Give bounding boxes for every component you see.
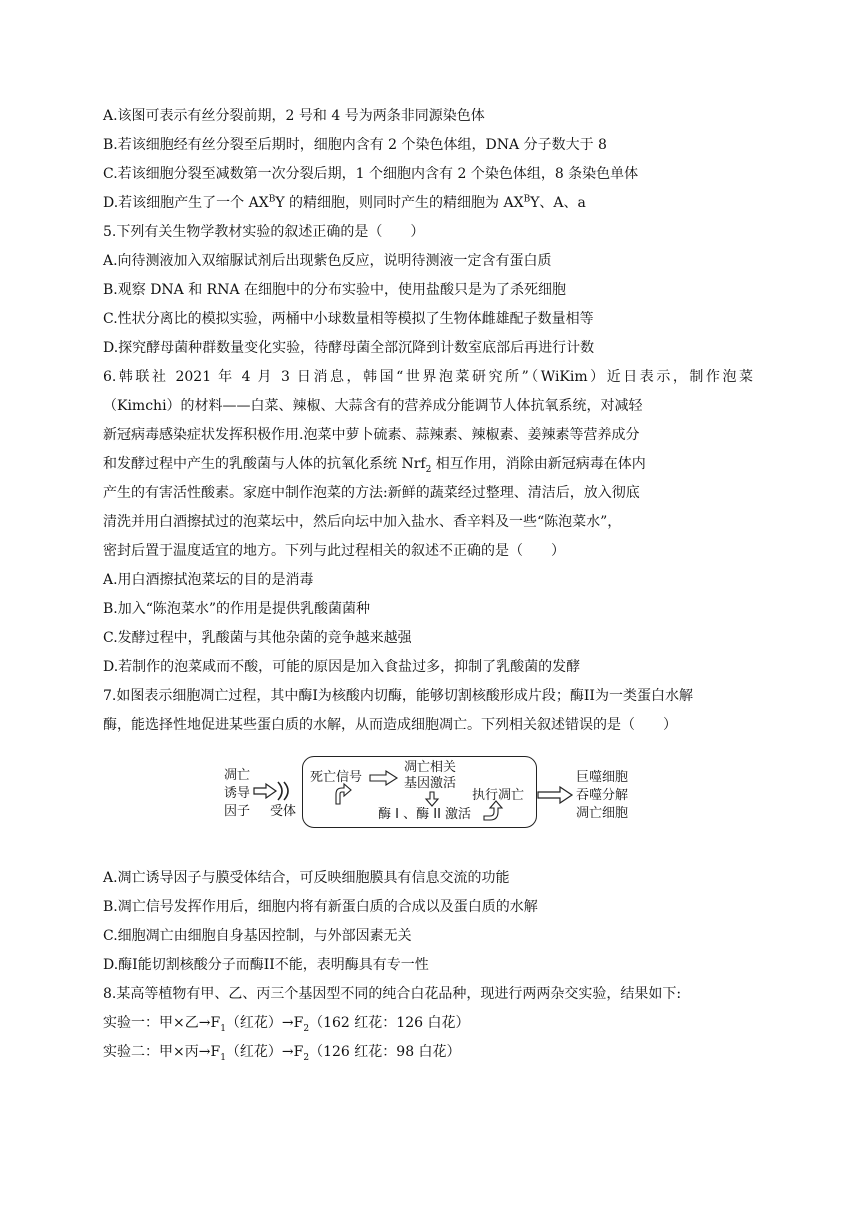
q7-stem-line-2: 酶，能选择性地促进某些蛋白质的水解，从而造成细胞凋亡。下列相关叙述错误的是（ ） (103, 717, 677, 733)
arrow-inducer-to-receptor (254, 784, 276, 798)
q5-option-c: C.性状分离比的模拟实验，两桶中小球数量相等模拟了生物体雌雄配子数量相等 (103, 311, 594, 327)
q6-stem-line-6: 清洗并用白酒擦拭过的泡菜坛中，然后向坛中加入盐水、香辛料及一些“陈泡菜水”， (103, 514, 622, 530)
receptor-icon-inner (284, 782, 288, 800)
q4-option-c: C.若该细胞分裂至减数第一次分裂后期，1 个细胞内含有 2 个染色体组，8 条染色单体 (103, 166, 639, 182)
arrow-enzymes-to-execute (484, 801, 502, 820)
genes-label-1: 凋亡相关 (404, 760, 457, 775)
q7-option-b: B.凋亡信号发挥作用后，细胞内将有新蛋白质的合成以及蛋白质的水解 (103, 899, 538, 915)
result-label-1: 巨噬细胞 (576, 770, 629, 785)
inducer-label-3: 因子 (224, 804, 251, 819)
genes-label-2: 基因激活 (404, 776, 457, 791)
q6-option-b: B.加入“陈泡菜水”的作用是提供乳酸菌菌种 (103, 601, 371, 617)
result-label-2: 吞噬分解 (576, 788, 629, 803)
q7-option-d: D.酶I能切割核酸分子而酶II不能，表明酶具有专一性 (103, 957, 429, 973)
receptor-icon (278, 782, 282, 800)
inducer-label-2: 诱导 (224, 786, 251, 801)
q8-experiment-2: 实验二：甲×丙$\to F_1$（红花）$\to F_2(126$ 红花：98 白花） (103, 1044, 461, 1063)
arrow-receptor-to-signal (336, 784, 351, 804)
inducer-label-1: 凋亡 (224, 768, 251, 783)
q5-option-a: A.向待测液加入双缩脲试剂后出现紫色反应，说明待测液一定含有蛋白质 (103, 253, 552, 269)
q4-option-d: D.若该细胞产生了一个 $AX^BY$ 的精细胞，则同时产生的精细胞为 $AX^BY$、A、a (103, 194, 586, 211)
q6-stem-line-2: （Kimchi）的材料——白菜、辣椒、大蒜含有的营养成分能调节人体抗氧系统，对减轻 (103, 398, 643, 414)
arrow-genes-to-enzymes (426, 792, 438, 806)
apoptosis-diagram (220, 752, 640, 830)
receptor-label: 受体 (270, 804, 297, 819)
death-signal-label: 死亡信号 (310, 770, 363, 785)
q4-option-b: B.若该细胞经有丝分裂至后期时，细胞内含有 2 个染色体组，DNA 分子数大于 8 (103, 137, 607, 153)
arrow-box-to-result (538, 787, 572, 803)
q6-stem-line-4: 和发酵过程中产生的乳酸菌与人体的抗氧化系统 Nrf$_2$ 相互作用，消除由新冠病毒在体内 (103, 456, 646, 475)
q6-stem-line-1: 6.韩联社 2021 年 4 月 3 日消息，韩国“世界泡菜研究所”（WiKim）近日表示，制作泡菜 (103, 369, 753, 385)
q7-option-a: A.凋亡诱导因子与膜受体结合，可反映细胞膜具有信息交流的功能 (103, 870, 510, 886)
q7-stem-line-1: 7.如图表示细胞凋亡过程，其中酶I为核酸内切酶，能够切割核酸形成片段；酶II为一类蛋白水解 (103, 688, 693, 704)
result-label-3: 凋亡细胞 (576, 806, 629, 821)
q6-stem-line-3: 新冠病毒感染症状发挥积极作用.泡菜中萝卜硫素、蒜辣素、辣椒素、姜辣素等营养成分 (103, 427, 640, 443)
execute-label: 执行凋亡 (472, 788, 525, 803)
enzymes-label: 酶 I 、酶 II 激活 (378, 807, 472, 822)
q6-stem-line-7: 密封后置于温度适宜的地方。下列与此过程相关的叙述不正确的是（ ） (103, 543, 565, 559)
q5-option-b: B.观察 DNA 和 RNA 在细胞中的分布实验中，使用盐酸只是为了杀死细胞 (103, 282, 567, 298)
q6-stem-line-5: 产生的有害活性酸素。家庭中制作泡菜的方法:新鲜的蔬菜经过整理、清洁后，放入彻底 (103, 485, 640, 501)
q5-stem: 5.下列有关生物学教材实验的叙述正确的是（ ） (103, 224, 425, 240)
q4-option-a: A.该图可表示有丝分裂前期，2 号和 4 号为两条非同源染色体 (103, 108, 485, 124)
q6-option-d: D.若制作的泡菜咸而不酸，可能的原因是加入食盐过多，抑制了乳酸菌的发酵 (103, 659, 581, 675)
q8-stem: 8.某高等植物有甲、乙、丙三个基因型不同的纯合白花品种，现进行两两杂交实验，结果如下: (103, 986, 682, 1002)
q5-option-d: D.探究酵母菌种群数量变化实验，待酵母菌全部沉降到计数室底部后再进行计数 (103, 340, 595, 356)
q6-option-c: C.发酵过程中，乳酸菌与其他杂菌的竞争越来越强 (103, 630, 412, 646)
q7-option-c: C.细胞凋亡由细胞自身基因控制，与外部因素无关 (103, 928, 412, 944)
q6-option-a: A.用白酒擦拭泡菜坛的目的是消毒 (103, 572, 314, 588)
diagram-arrows (220, 752, 640, 830)
q8-experiment-1: 实验一：甲×乙$\to F_1$（红花）$\to F_2(162$ 红花：126 白花） (103, 1015, 470, 1034)
arrow-signal-to-genes (370, 771, 397, 785)
